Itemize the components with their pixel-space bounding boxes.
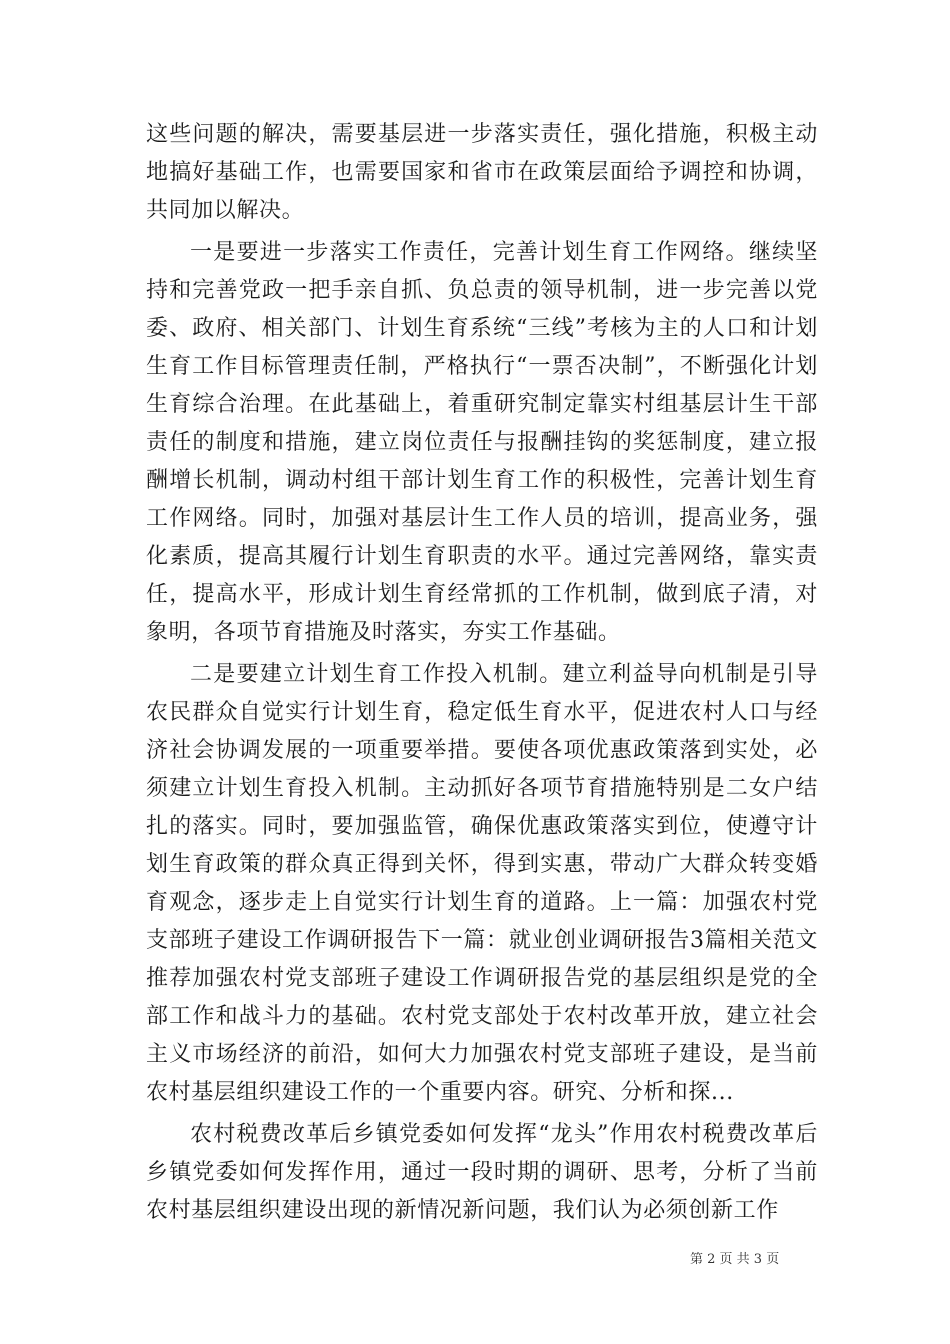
paragraph-investment-mechanism: 二是要建立计划生育工作投入机制。建立利益导向机制是引导农民群众自觉实行计划生育，稳定低生育水平，促进农村人口与经济社会协调发展的一项重要举措。要使各项优惠政策落到实处，必须建立计划生育投入机制。主动抓好各项节育措施特别是二女户结扎的落实。同时，要加强监管，确保优惠政策落实到位，使遵守计划生育政策的群众真正得到关怀，得到实惠，带动广大群众转变婚育观念，逐步走上自觉实行计划生育的道路。上一篇：加强农村党支部班子建设工作调研报告下一篇：就业创业调研报告3篇相关范文推荐加强农村党支部班子建设工作调研报告党的基层组织是党的全部工作和战斗力的基础。农村党支部处于农村改革开放，建立社会主义市场经济的前沿，如何大力加强农村党支部班子建设，是当前农村基层组织建设工作的一个重要内容。研究、分析和探... [146,662,818,1105]
paragraph-work-responsibility: 一是要进一步落实工作责任，完善计划生育工作网络。继续坚持和完善党政一把手亲自抓、负总责的领导机制，进一步完善以党委、政府、相关部门、计划生育系统“三线”考核为主的人口和计划生育工作目标管理责任制，严格执行“一票否决制”，不断强化计划生育综合治理。在此基础上，着重研究制定靠实村组基层计生干部责任的制度和措施，建立岗位责任与报酬挂钩的奖惩制度，建立报酬增长机制，调动村组干部计划生育工作的积极性，完善计划生育工作网络。同时，加强对基层计生工作人员的培训，提高业务，强化素质，提高其履行计划生育职责的水平。通过完善网络，靠实责任，提高水平，形成计划生育经常抓的工作机制，做到底子清，对象明，各项节育措施及时落实，夯实工作基础。 [146,240,818,645]
paragraph-continuation: 这些问题的解决，需要基层进一步落实责任，强化措施，积极主动地搞好基础工作，也需要国家和省市在政策层面给予调控和协调，共同加以解决。 [146,122,818,223]
document-body [146,116,818,1230]
page-number: 第 2 页 共 3 页 [690,1252,780,1267]
paragraph-township-party-committee: 农村税费改革后乡镇党委如何发挥“龙头”作用农村税费改革后乡镇党委如何发挥作用，通过一段时期的调研、思考，分析了当前农村基层组织建设出现的新情况新问题，我们认为必须创新工作 [146,1122,818,1223]
